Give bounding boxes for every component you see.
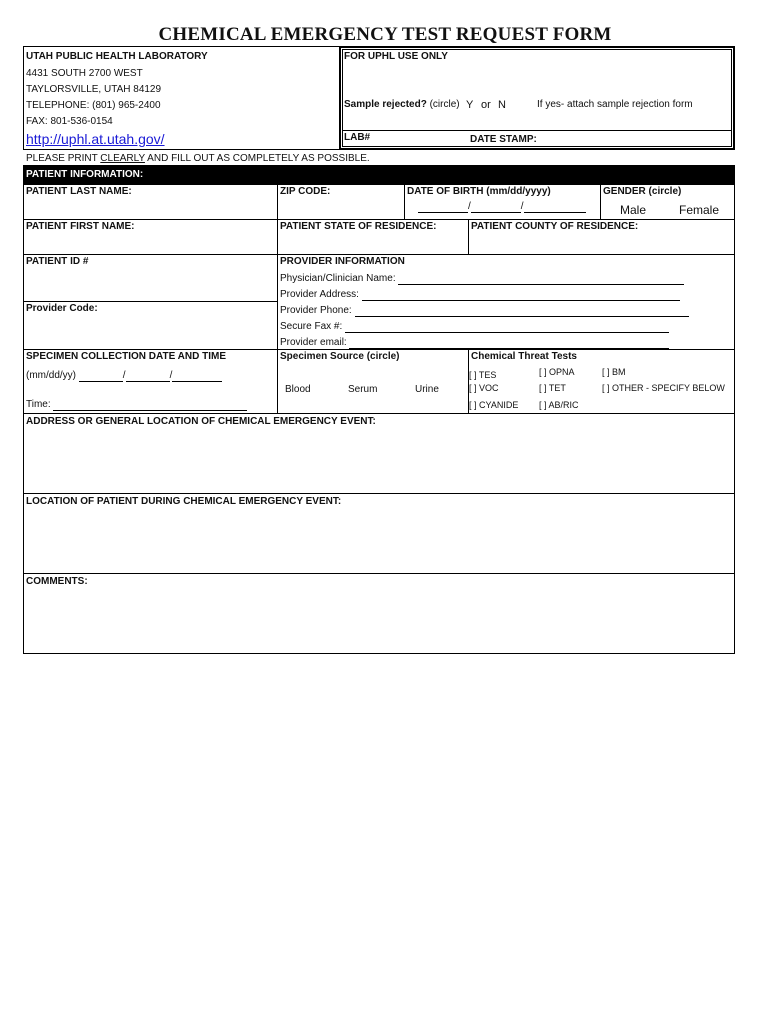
option-y[interactable]: Y bbox=[466, 99, 474, 111]
test-checkbox-bm[interactable]: [ ] BM bbox=[602, 367, 626, 377]
collection-time-row bbox=[26, 399, 247, 411]
row-divider-1 bbox=[23, 184, 735, 185]
chemical-tests-heading: Chemical Threat Tests bbox=[471, 351, 577, 362]
collection-date-format: (mm/dd/yy) bbox=[26, 370, 76, 381]
specimen-source-heading: Specimen Source (circle) bbox=[280, 351, 400, 362]
col-divider-provider bbox=[277, 254, 278, 413]
sample-rejected-row bbox=[344, 99, 460, 111]
form-title: CHEMICAL EMERGENCY TEST REQUEST FORM bbox=[158, 24, 612, 45]
patient-location-field[interactable] bbox=[25, 510, 733, 572]
uphl-use-box-inner bbox=[342, 49, 732, 147]
secure-fax-row bbox=[280, 321, 669, 333]
dob-month-blank[interactable] bbox=[418, 203, 468, 213]
patient-last-name-field[interactable] bbox=[25, 199, 275, 215]
dob-year-blank[interactable] bbox=[524, 203, 586, 213]
zip-code-label: ZIP CODE: bbox=[280, 186, 331, 197]
patient-first-name-label: PATIENT FIRST NAME: bbox=[26, 221, 135, 232]
lab-address-line1: 4431 SOUTH 2700 WEST bbox=[26, 68, 143, 79]
col-divider-gender bbox=[600, 184, 601, 219]
lab-fax: FAX: 801-536-0154 bbox=[26, 116, 113, 127]
patient-last-name-label: PATIENT LAST NAME: bbox=[26, 186, 132, 197]
patient-location-label: LOCATION OF PATIENT DURING CHEMICAL EMERGENCY EVENT: bbox=[26, 496, 342, 507]
specimen-collection-heading: SPECIMEN COLLECTION DATE AND TIME bbox=[26, 351, 226, 362]
provider-email-row bbox=[280, 337, 669, 349]
source-serum-option[interactable]: Serum bbox=[348, 384, 378, 395]
test-checkbox-tet[interactable]: [ ] TET bbox=[539, 383, 566, 393]
provider-address-row bbox=[280, 289, 680, 301]
collection-month-blank[interactable] bbox=[79, 372, 123, 382]
collection-date-sep-1: / bbox=[122, 370, 126, 381]
row-divider-5 bbox=[23, 413, 735, 414]
lab-address-line2: TAYLORSVILLE, UTAH 84129 bbox=[26, 84, 162, 95]
dob-sep-1: / bbox=[468, 201, 471, 212]
gender-male-option[interactable]: Male bbox=[620, 203, 647, 217]
physician-name-label: Physician/Clinician Name: bbox=[280, 273, 396, 284]
provider-address-label: Provider Address: bbox=[280, 289, 359, 300]
sample-rejected-label: Sample rejected? bbox=[344, 99, 427, 110]
provider-email-label: Provider email: bbox=[280, 337, 347, 348]
col-divider-zip bbox=[277, 184, 278, 219]
source-blood-option[interactable]: Blood bbox=[285, 384, 311, 395]
provider-address-field[interactable] bbox=[362, 291, 680, 301]
state-of-residence-label: PATIENT STATE OF RESIDENCE: bbox=[280, 221, 437, 232]
uphl-use-heading: FOR UPHL USE ONLY bbox=[344, 51, 448, 62]
physician-name-field[interactable] bbox=[398, 275, 684, 285]
dob-sep-2: / bbox=[520, 201, 524, 212]
zip-code-field[interactable] bbox=[279, 199, 403, 215]
dob-field[interactable] bbox=[418, 201, 586, 213]
gender-label: GENDER (circle) bbox=[603, 186, 682, 197]
lab-website-link[interactable]: http://uphl.at.utah.gov/ bbox=[26, 131, 165, 147]
lab-number-label: LAB# bbox=[344, 132, 371, 143]
collection-date-row bbox=[26, 370, 222, 382]
instructions-prefix: PLEASE PRINT bbox=[26, 153, 101, 164]
county-of-residence-label: PATIENT COUNTY OF RESIDENCE: bbox=[471, 221, 639, 232]
rejection-note: If yes- attach sample rejection form bbox=[537, 99, 693, 110]
provider-info-heading: PROVIDER INFORMATION bbox=[280, 256, 405, 267]
provider-phone-field[interactable] bbox=[355, 307, 689, 317]
physician-name-row bbox=[280, 273, 684, 285]
row-divider-7 bbox=[23, 573, 735, 574]
lab-name: UTAH PUBLIC HEALTH LABORATORY bbox=[26, 51, 208, 62]
row-divider-6 bbox=[23, 493, 735, 494]
lab-telephone: TELEPHONE: (801) 965-2400 bbox=[26, 100, 161, 111]
collection-time-field[interactable] bbox=[53, 401, 247, 411]
instructions-suffix: AND FILL OUT AS COMPLETELY AS POSSIBLE. bbox=[144, 153, 370, 164]
date-stamp-label: DATE STAMP: bbox=[470, 134, 537, 145]
comments-label: COMMENTS: bbox=[26, 576, 88, 587]
test-checkbox-tes[interactable]: [ ] TES bbox=[469, 370, 497, 380]
event-address-label: ADDRESS OR GENERAL LOCATION OF CHEMICAL EMERGENCY EVENT: bbox=[26, 416, 376, 427]
collection-day-blank[interactable] bbox=[126, 372, 170, 382]
col-divider-state bbox=[277, 219, 278, 254]
gender-female-option[interactable]: Female bbox=[679, 203, 720, 217]
secure-fax-label: Secure Fax #: bbox=[280, 321, 343, 332]
option-n[interactable]: N bbox=[498, 99, 506, 111]
provider-email-field[interactable] bbox=[349, 339, 669, 349]
test-checkbox-cyanide[interactable]: [ ] CYANIDE bbox=[469, 400, 519, 410]
row-divider-4 bbox=[23, 349, 735, 350]
dob-day-blank[interactable] bbox=[471, 203, 521, 213]
source-urine-option[interactable]: Urine bbox=[415, 384, 439, 395]
patient-id-field[interactable] bbox=[25, 269, 275, 299]
comments-field[interactable] bbox=[25, 590, 733, 652]
test-checkbox-abric[interactable]: [ ] AB/RIC bbox=[539, 400, 579, 410]
state-of-residence-field[interactable] bbox=[279, 234, 467, 252]
provider-code-label: Provider Code: bbox=[26, 303, 98, 314]
event-address-field[interactable] bbox=[25, 430, 733, 492]
dob-label: DATE OF BIRTH (mm/dd/yyyy) bbox=[407, 186, 551, 197]
col-divider-dob bbox=[404, 184, 405, 219]
collection-year-blank[interactable] bbox=[169, 370, 222, 382]
collection-time-label: Time: bbox=[26, 399, 51, 410]
col-divider-county bbox=[468, 219, 469, 254]
instructions-emphasis: CLEARLY bbox=[100, 153, 145, 164]
or-text: or bbox=[481, 99, 491, 111]
row-divider-3 bbox=[23, 254, 735, 255]
uphl-divider bbox=[342, 130, 732, 131]
collection-date-sep-2: / bbox=[169, 370, 173, 381]
test-checkbox-other[interactable]: [ ] OTHER - SPECIFY BELOW bbox=[602, 383, 725, 393]
print-instructions bbox=[26, 153, 370, 165]
provider-phone-row bbox=[280, 305, 689, 317]
patient-id-label: PATIENT ID # bbox=[26, 256, 89, 267]
circle-note: (circle) bbox=[429, 99, 460, 110]
row-divider-2 bbox=[23, 219, 735, 220]
secure-fax-field[interactable] bbox=[345, 323, 669, 333]
test-checkbox-voc[interactable]: [ ] VOC bbox=[469, 383, 499, 393]
county-of-residence-field[interactable] bbox=[470, 234, 732, 252]
patient-section-header: PATIENT INFORMATION: bbox=[26, 169, 144, 180]
row-divider-provider-code bbox=[23, 301, 277, 302]
provider-code-field[interactable] bbox=[25, 316, 275, 346]
test-checkbox-opna[interactable]: [ ] OPNA bbox=[539, 367, 575, 377]
patient-first-name-field[interactable] bbox=[25, 234, 275, 252]
provider-phone-label: Provider Phone: bbox=[280, 305, 352, 316]
